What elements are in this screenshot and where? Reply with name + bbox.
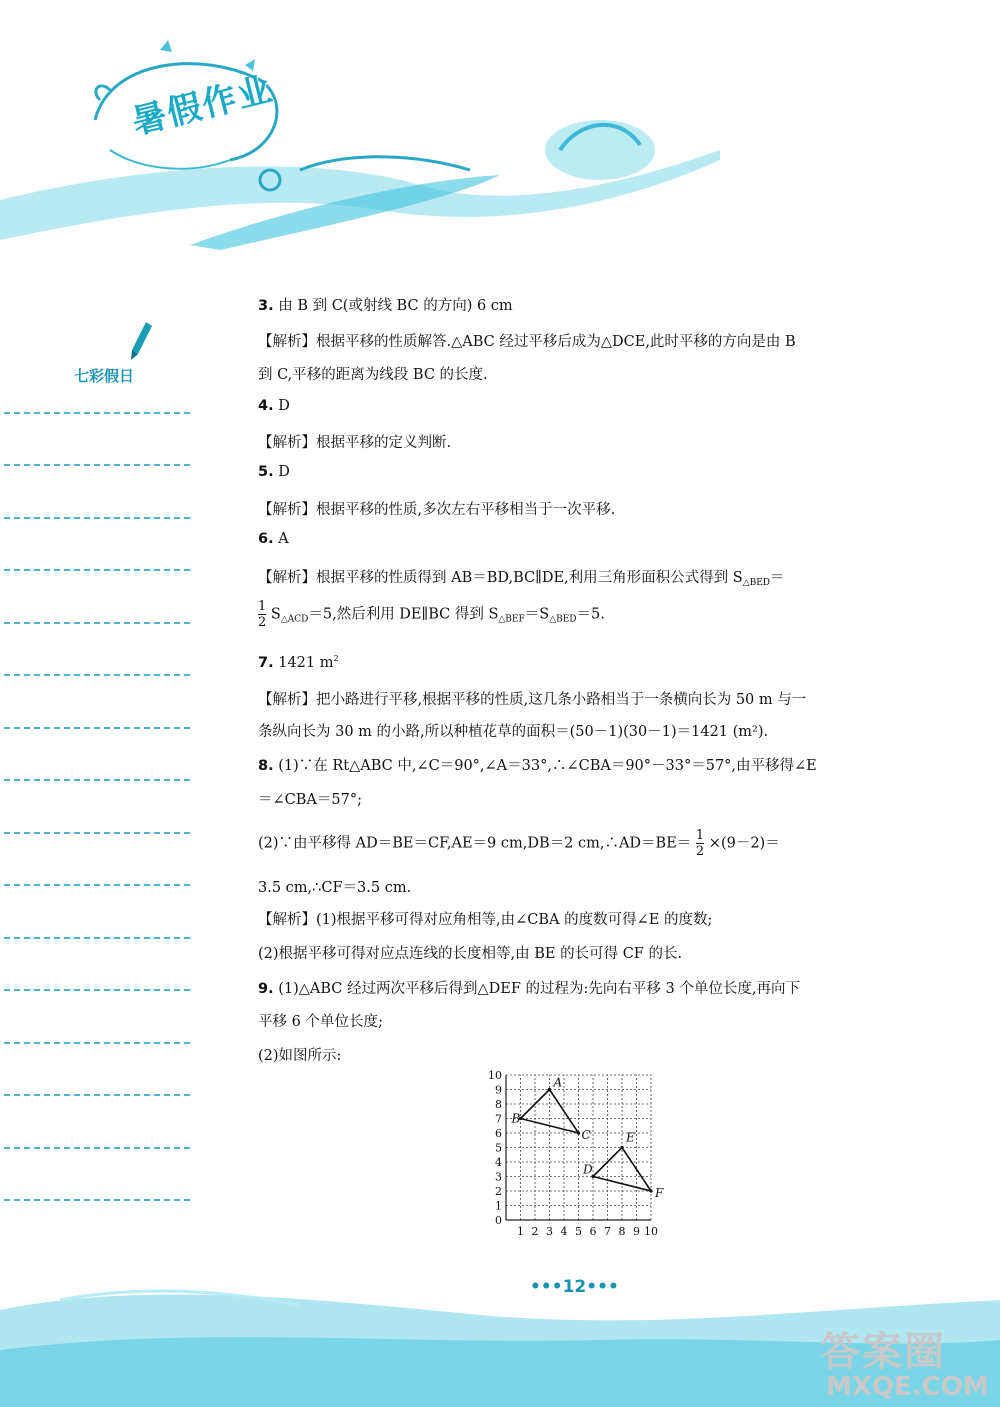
q6-analysis-2 [258, 599, 605, 630]
sidebar-label: 七彩假日 [74, 367, 135, 385]
y-tick-label: 10 [488, 1069, 502, 1082]
q6-s-1: S [270, 606, 281, 623]
q6-number: 6. [258, 531, 274, 547]
q7-analysis-2: 条纵向长为 30 m 的小路,所以种植花草的面积＝(50－1)(30－1)＝1421 (m²). [258, 724, 769, 740]
q7-answer: 1421 m [278, 655, 334, 671]
q6-fraction [258, 599, 266, 630]
y-tick-label: 0 [495, 1214, 502, 1227]
vertex-label-a: A [553, 1075, 563, 1090]
vertex-label-c: C [581, 1128, 591, 1142]
y-tick-label: 6 [495, 1127, 502, 1140]
x-tick-label: 5 [575, 1225, 582, 1238]
q5-analysis: 【解析】根据平移的性质,多次左右平移相当于一次平移. [258, 502, 616, 518]
q9-part1-2: 平移 6 个单位长度; [258, 1014, 383, 1030]
y-tick-label: 8 [495, 1098, 502, 1111]
q6-answer: A [278, 531, 289, 547]
q8-fraction [696, 828, 704, 859]
q4-answer: D [278, 398, 290, 414]
x-tick-label: 4 [560, 1225, 568, 1238]
y-tick-label: 3 [495, 1170, 502, 1184]
y-tick-label: 4 [495, 1156, 502, 1169]
q6-analysis-text: 【解析】根据平移的性质得到 AB＝BD,BC∥DE,利用三角形面积公式得到 S [258, 570, 743, 586]
translation-grid-figure [480, 1068, 670, 1240]
q6-text-3: ＝S [524, 606, 550, 623]
q7-number: 7. [258, 655, 274, 671]
q8-frac-num: 1 [695, 828, 705, 843]
x-tick-label: 8 [618, 1225, 626, 1238]
q6-sub-1: △BED [742, 578, 771, 588]
page-number: •••12••• [530, 1277, 619, 1297]
q6-frac-num: 1 [258, 599, 267, 614]
q9-part1-1: (1)△ABC 经过两次平移后得到△DEF 的过程为:先向右平移 3 个单位长度,再向下 [278, 981, 800, 997]
q9-number: 9. [258, 981, 274, 997]
q8-frac-den: 2 [695, 844, 705, 859]
vertex-label-b: B [511, 1111, 521, 1126]
y-tick-label: 2 [495, 1185, 502, 1198]
q9-part2: (2)如图所示: [258, 1048, 342, 1064]
q4-number: 4. [258, 398, 274, 414]
x-tick-label: 2 [531, 1225, 539, 1238]
q3-answer: 由 B 到 C(或射线 BC 的方向) 6 cm [278, 298, 513, 314]
vertex-label-d: D [583, 1162, 593, 1177]
vertex-label-e: E [626, 1130, 635, 1145]
x-tick-label: 10 [644, 1225, 658, 1238]
y-tick-label: 1 [495, 1199, 502, 1213]
q7-answer-sup: 2 [333, 654, 339, 663]
q8-line-1 [258, 754, 817, 775]
q8-analysis-1: 【解析】(1)根据平移可得对应角相等,由∠CBA 的度数可得∠E 的度数; [258, 912, 713, 928]
q7-analysis-1: 【解析】把小路进行平移,根据平移的性质,这几条小路相当于一条横向长为 50 m 与一 [258, 692, 807, 708]
vertex-label-f: F [655, 1186, 664, 1200]
q9-line-1 [258, 977, 800, 998]
q6-frac-den: 2 [258, 615, 267, 630]
q3-answer-line [258, 294, 513, 315]
x-tick-label: 1 [517, 1225, 524, 1238]
q7-answer-line [258, 654, 339, 671]
q6-text-2: ＝5,然后利用 DE∥BC 得到 S [308, 606, 499, 623]
q3-analysis-2: 到 C,平移的距离为线段 BC 的长度. [258, 367, 488, 383]
q8-part2-1b: ×(9－2)＝ [708, 835, 780, 852]
q8-part1-2: ＝∠CBA＝57°; [258, 792, 362, 808]
q3-number: 3. [258, 298, 274, 314]
q8-part2-1a: (2)∵由平移得 AD＝BE＝CF,AE＝9 cm,DB＝2 cm,∴AD＝BE＝ [258, 835, 692, 852]
q5-number: 5. [258, 464, 274, 480]
pen-icon [126, 320, 156, 362]
banner-title: 暑假作业 [128, 69, 278, 143]
q8-analysis-2: (2)根据平移可得对应点连线的长度相等,由 BE 的长可得 CF 的长. [258, 946, 683, 962]
q6-answer-line [258, 531, 289, 547]
q4-answer-line [258, 398, 290, 414]
q5-answer-line [258, 464, 290, 480]
q8-number: 8. [258, 758, 274, 774]
vertex-a [548, 1088, 551, 1091]
vertex-f [649, 1189, 652, 1192]
x-tick-label: 3 [546, 1225, 553, 1238]
watermark-url: MXQE.COM [826, 1372, 989, 1402]
x-tick-label: 7 [604, 1225, 611, 1238]
q6-sub-2: △ACD [280, 614, 309, 625]
q6-analysis-end: ＝ [770, 570, 785, 586]
q5-answer: D [278, 464, 290, 480]
q6-sub-4: △BED [549, 614, 577, 625]
q6-analysis-1 [258, 566, 785, 588]
q4-analysis: 【解析】根据平移的定义判断. [258, 435, 452, 451]
watermark-logo: 答案圈 [820, 1329, 946, 1375]
vertex-c [577, 1131, 580, 1134]
y-tick-label: 5 [495, 1141, 502, 1155]
q8-part1-1: (1)∵在 Rt△ABC 中,∠C＝90°,∠A＝33°,∴∠CBA＝90°－33°＝57°,由平移得∠E [278, 758, 817, 774]
y-tick-label: 9 [495, 1083, 502, 1097]
q6-sub-3: △BEF [498, 614, 525, 625]
y-tick-label: 7 [495, 1112, 502, 1126]
x-tick-label: 6 [589, 1225, 597, 1238]
q8-part2-2: 3.5 cm,∴CF＝3.5 cm. [258, 880, 412, 896]
x-tick-label: 9 [633, 1225, 640, 1238]
q3-analysis-1: 【解析】根据平移的性质解答.△ABC 经过平移后成为△DCE,此时平移的方向是由 B [258, 334, 796, 350]
q6-text-4: ＝5. [576, 606, 605, 623]
vertex-e [620, 1146, 623, 1149]
q8-part2-line [258, 828, 780, 859]
